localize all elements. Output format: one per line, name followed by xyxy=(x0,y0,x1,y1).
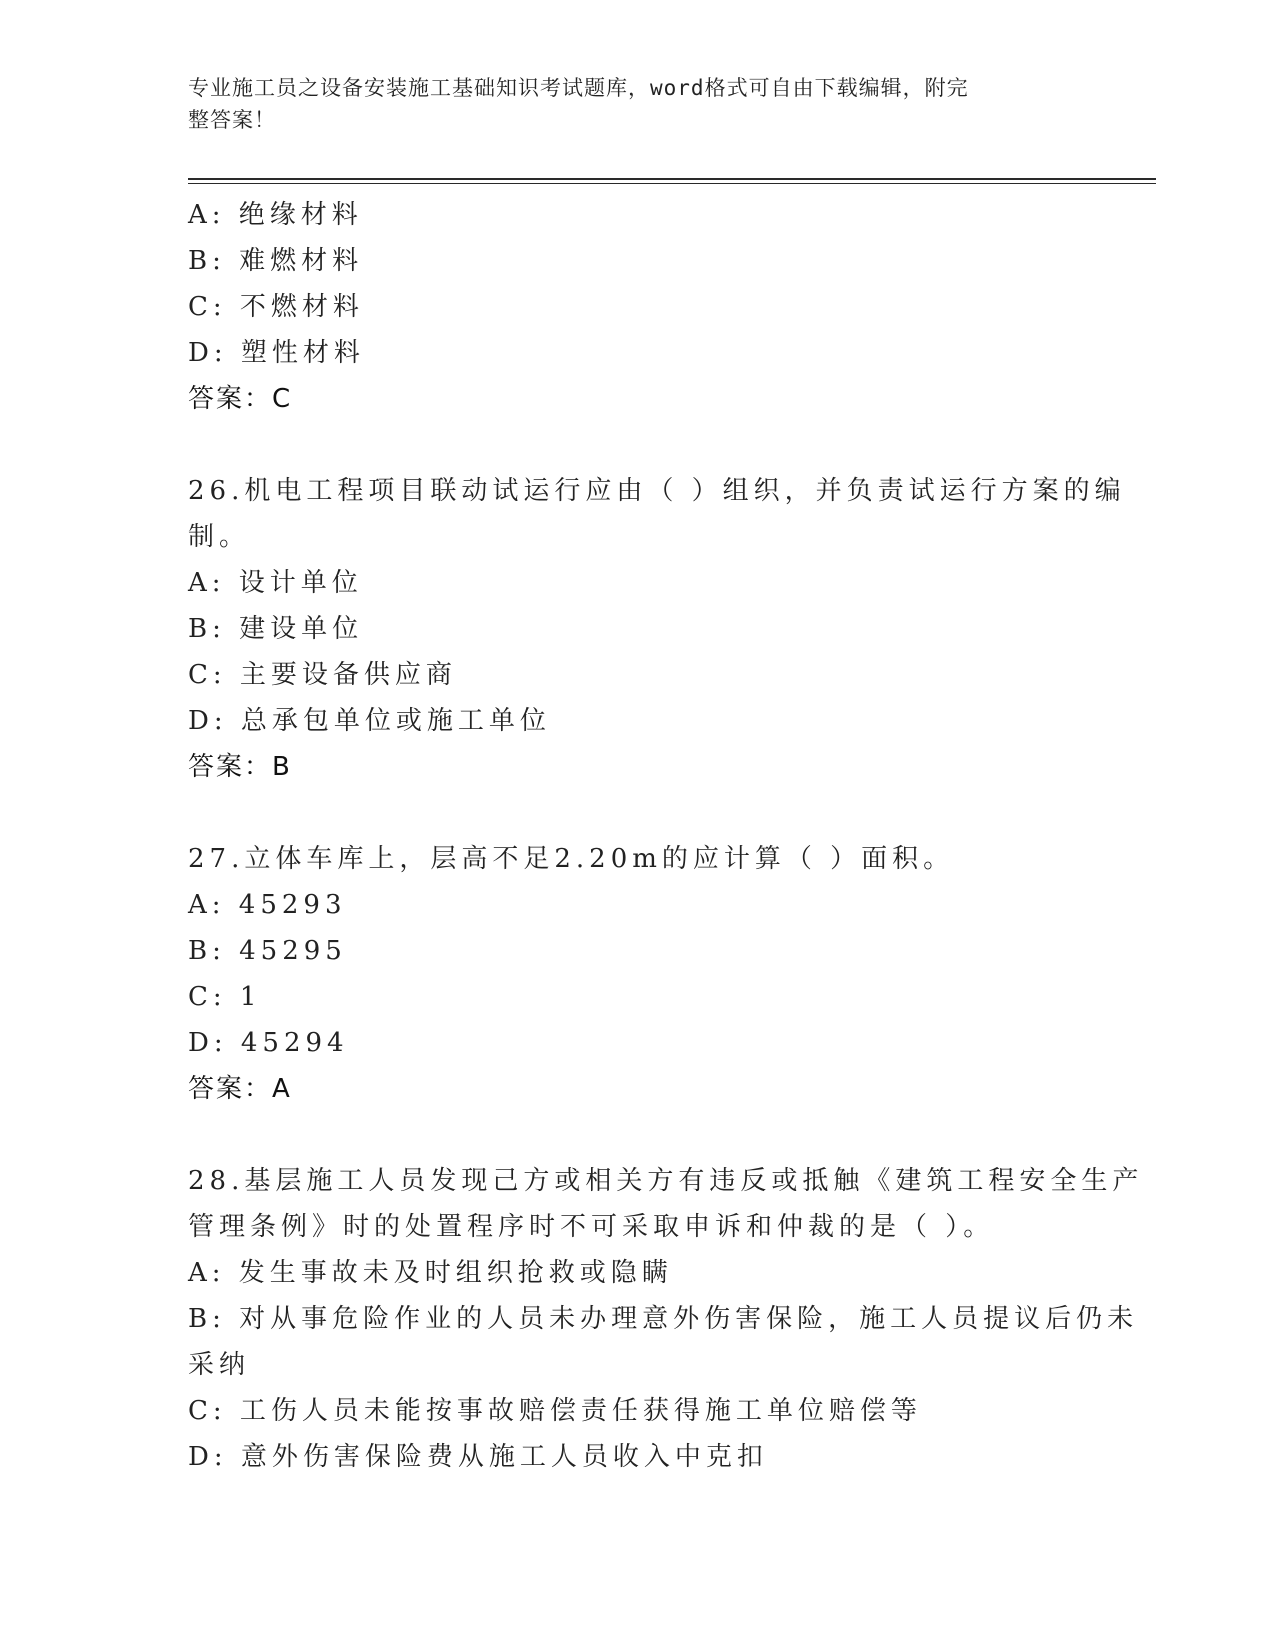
q26-option-a: A: 设计单位 xyxy=(188,568,363,598)
q26-stem-line-2: 制。 xyxy=(188,522,251,552)
q26-stem-line-1: 26.机电工程项目联动试运行应由（ ）组织，并负责试运行方案的编 xyxy=(188,476,1126,506)
q26-option-c: C: 主要设备供应商 xyxy=(188,660,457,690)
header-line-2: 整答案！ xyxy=(188,108,276,132)
header-divider-thick xyxy=(188,178,1156,180)
q26-answer: 答案：B xyxy=(188,752,292,782)
question-26 xyxy=(188,468,1126,790)
q26-option-b: B: 建设单位 xyxy=(188,614,364,644)
q26-option-d: D: 总承包单位或施工单位 xyxy=(188,706,551,736)
q28-option-d: D: 意外伤害保险费从施工人员收入中克扣 xyxy=(188,1442,768,1472)
question-list xyxy=(188,192,1144,1480)
header-divider-thin xyxy=(188,183,1156,184)
q28-option-a: A: 发生事故未及时组织抢救或隐瞒 xyxy=(188,1258,673,1288)
header-line-1: 专业施工员之设备安装施工基础知识考试题库，word格式可自由下载编辑，附完 xyxy=(188,76,969,100)
q27-option-b: B: 45295 xyxy=(188,936,347,966)
spacer xyxy=(188,422,1088,468)
q25-answer: 答案：C xyxy=(188,384,293,414)
q27-stem-line-1: 27.立体车库上，层高不足2.20m的应计算（ ）面积。 xyxy=(188,844,955,874)
q25-option-c: C: 不燃材料 xyxy=(188,292,364,322)
spacer xyxy=(188,1112,1088,1158)
q27-option-a: A: 45293 xyxy=(188,890,347,920)
question-25 xyxy=(188,192,1088,422)
q25-option-d: D: 塑性材料 xyxy=(188,338,365,368)
q28-option-c: C: 工伤人员未能按事故赔偿责任获得施工单位赔偿等 xyxy=(188,1396,922,1426)
q25-option-b: B: 难燃材料 xyxy=(188,246,364,276)
q27-option-c: C: 1 xyxy=(188,982,262,1012)
q27-option-d: D: 45294 xyxy=(188,1028,349,1058)
q28-option-b-line-2: 采纳 xyxy=(188,1350,251,1380)
q28-stem-line-1: 28.基层施工人员发现己方或相关方有违反或抵触《建筑工程安全生产 xyxy=(188,1166,1144,1196)
question-28 xyxy=(188,1158,1144,1480)
q27-answer: 答案：A xyxy=(188,1074,292,1104)
q28-stem-line-2: 管理条例》时的处置程序时不可采取申诉和仲裁的是（ ）。 xyxy=(188,1212,995,1242)
question-27 xyxy=(188,836,1088,1112)
q28-option-b-line-1: B: 对从事危险作业的人员未办理意外伤害保险，施工人员提议后仍未 xyxy=(188,1304,1139,1334)
document-header xyxy=(188,72,1068,136)
q25-option-a: A: 绝缘材料 xyxy=(188,200,363,230)
spacer xyxy=(188,790,1088,836)
